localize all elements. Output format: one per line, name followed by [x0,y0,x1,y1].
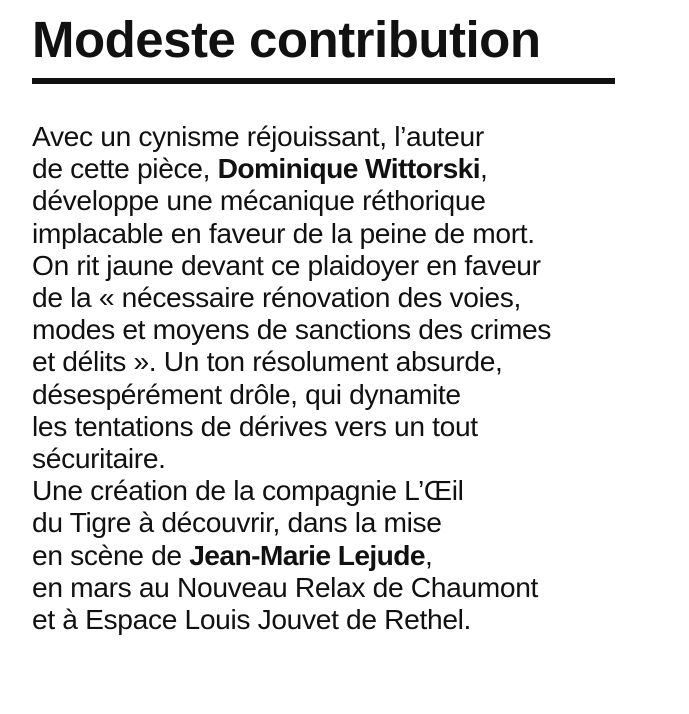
body-line: On rit jaune devant ce plaidoyer en faveur [32,248,541,281]
director-name: Jean-Marie Lejude [189,538,425,571]
body-text-segment: de cette pièce, [32,152,218,185]
article-body [32,120,682,635]
body-line: implacable en faveur de la peine de mort. [32,216,535,249]
body-line: modes et moyens de sanctions des crimes [32,313,552,346]
body-line [32,152,682,184]
body-line: de la « nécessaire rénovation des voies, [32,281,521,314]
body-text-segment: , [424,538,433,571]
body-line: Avec un cynisme réjouissant, l’auteur [32,120,484,152]
title-underline [32,78,615,84]
body-line: les tentations de dérives vers un tout [32,409,478,442]
body-text-segment: , [479,152,488,185]
body-line: développe une mécanique réthorique [32,184,486,217]
body-line: sécuritaire. [32,442,166,475]
author-name: Dominique Wittorski [217,152,480,185]
body-line: Une création de la compagnie L’Œil [32,474,464,507]
article [32,0,682,635]
article-title: Modeste contribution [32,11,541,68]
body-line: désespérément drôle, qui dynamite [32,377,461,410]
body-line: et à Espace Louis Jouvet de Rethel. [32,603,472,636]
body-line: en mars au Nouveau Relax de Chaumont [32,570,539,603]
body-text-segment: en scène de [32,538,190,571]
body-line [32,539,682,571]
body-line: et délits ». Un ton résolument absurde, [32,345,503,378]
body-line: du Tigre à découvrir, dans la mise [32,506,442,539]
